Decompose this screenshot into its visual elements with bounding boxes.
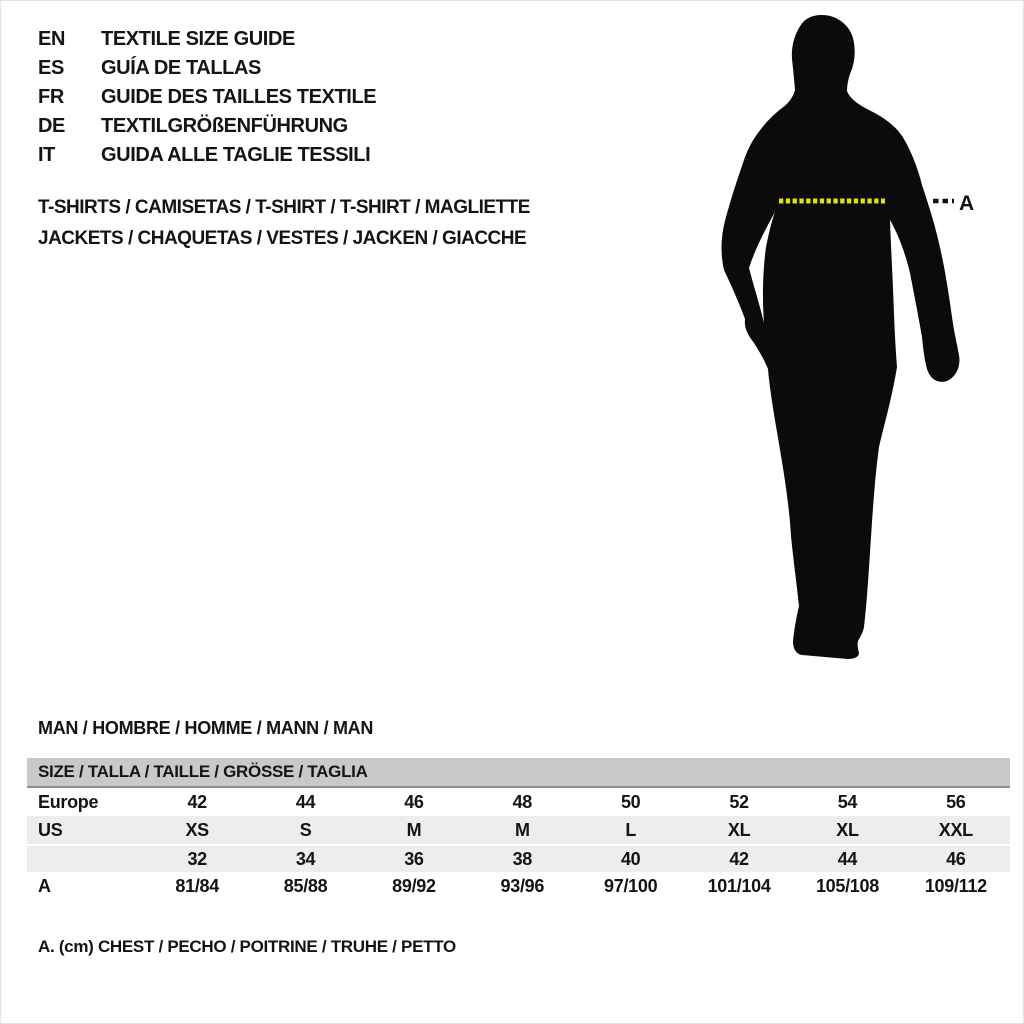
size-cell: 50 bbox=[620, 792, 641, 812]
size-cell: 36 bbox=[404, 849, 424, 869]
language-code: EN bbox=[38, 28, 65, 50]
size-cell: 52 bbox=[729, 792, 749, 812]
size-cell: S bbox=[299, 820, 312, 840]
row-label: Europe bbox=[38, 792, 99, 812]
size-cell: 34 bbox=[295, 849, 316, 869]
size-table-header: SIZE / TALLA / TAILLE / GRÖSSE / TAGLIA bbox=[27, 758, 1010, 788]
size-cell: XL bbox=[836, 820, 859, 840]
size-cell: 40 bbox=[620, 849, 641, 869]
size-cell: 42 bbox=[729, 849, 749, 869]
language-code: DE bbox=[38, 115, 65, 137]
size-cell: 48 bbox=[512, 792, 533, 812]
size-cell: XS bbox=[185, 820, 209, 840]
size-cell: 56 bbox=[946, 792, 966, 812]
size-cell: 44 bbox=[295, 792, 316, 812]
category-line-jackets: JACKETS / CHAQUETAS / VESTES / JACKEN / GIACCHE bbox=[38, 228, 527, 249]
category-line-tshirts: T-SHIRTS / CAMISETAS / T-SHIRT / T-SHIRT / MAGLIETTE bbox=[38, 197, 530, 218]
measure-footnote: A. (cm) CHEST / PECHO / POITRINE / TRUHE / PETTO bbox=[38, 937, 456, 956]
language-row bbox=[38, 112, 376, 141]
language-label: GUIDA ALLE TAGLIE TESSILI bbox=[101, 144, 371, 166]
language-label: TEXTILGRÖßENFÜHRUNG bbox=[101, 115, 348, 137]
row-label bbox=[27, 846, 143, 872]
size-table bbox=[27, 758, 1010, 900]
size-cell: 109/112 bbox=[924, 876, 987, 896]
man-silhouette-svg bbox=[701, 6, 981, 666]
row-label: A bbox=[38, 876, 51, 896]
table-row-us bbox=[27, 816, 1010, 844]
table-row-chest-cm bbox=[27, 872, 1010, 900]
language-code: FR bbox=[38, 86, 64, 108]
size-cell: 85/88 bbox=[283, 876, 328, 896]
size-cell: 54 bbox=[837, 792, 858, 812]
category-heading bbox=[38, 192, 530, 254]
table-row-europe bbox=[27, 788, 1010, 816]
table-row-alt-size bbox=[27, 844, 1010, 872]
row-label: US bbox=[38, 820, 63, 840]
language-row bbox=[38, 141, 376, 170]
size-cell: 38 bbox=[512, 849, 533, 869]
size-cell: 46 bbox=[946, 849, 966, 869]
language-code: IT bbox=[38, 144, 55, 166]
size-cell: 44 bbox=[837, 849, 858, 869]
size-cell: L bbox=[625, 820, 637, 840]
size-cell: XXL bbox=[938, 820, 973, 840]
language-label: TEXTILE SIZE GUIDE bbox=[101, 28, 295, 50]
size-cell: M bbox=[514, 820, 530, 840]
size-cell: 101/104 bbox=[707, 876, 771, 896]
language-row bbox=[38, 83, 376, 112]
size-cell: 105/108 bbox=[815, 876, 879, 896]
language-label: GUIDE DES TAILLES TEXTILE bbox=[101, 86, 377, 108]
size-cell: 42 bbox=[187, 792, 207, 812]
man-silhouette bbox=[722, 15, 960, 659]
section-title-man: MAN / HOMBRE / HOMME / MANN / MAN bbox=[38, 718, 374, 738]
language-code: ES bbox=[38, 57, 64, 79]
language-row bbox=[38, 54, 376, 83]
size-cell: 46 bbox=[404, 792, 424, 812]
measurement-figure bbox=[701, 6, 981, 666]
size-cell: M bbox=[406, 820, 422, 840]
measure-point-label: A bbox=[959, 192, 975, 215]
size-cell: XL bbox=[727, 820, 751, 840]
size-cell: 93/96 bbox=[500, 876, 545, 896]
size-cell: 81/84 bbox=[175, 876, 219, 896]
language-guide-list bbox=[38, 25, 376, 170]
size-cell: 89/92 bbox=[392, 876, 436, 896]
size-cell: 97/100 bbox=[604, 876, 658, 896]
language-row bbox=[38, 25, 376, 54]
size-cell: 32 bbox=[187, 849, 207, 869]
language-label: GUÍA DE TALLAS bbox=[101, 57, 261, 79]
